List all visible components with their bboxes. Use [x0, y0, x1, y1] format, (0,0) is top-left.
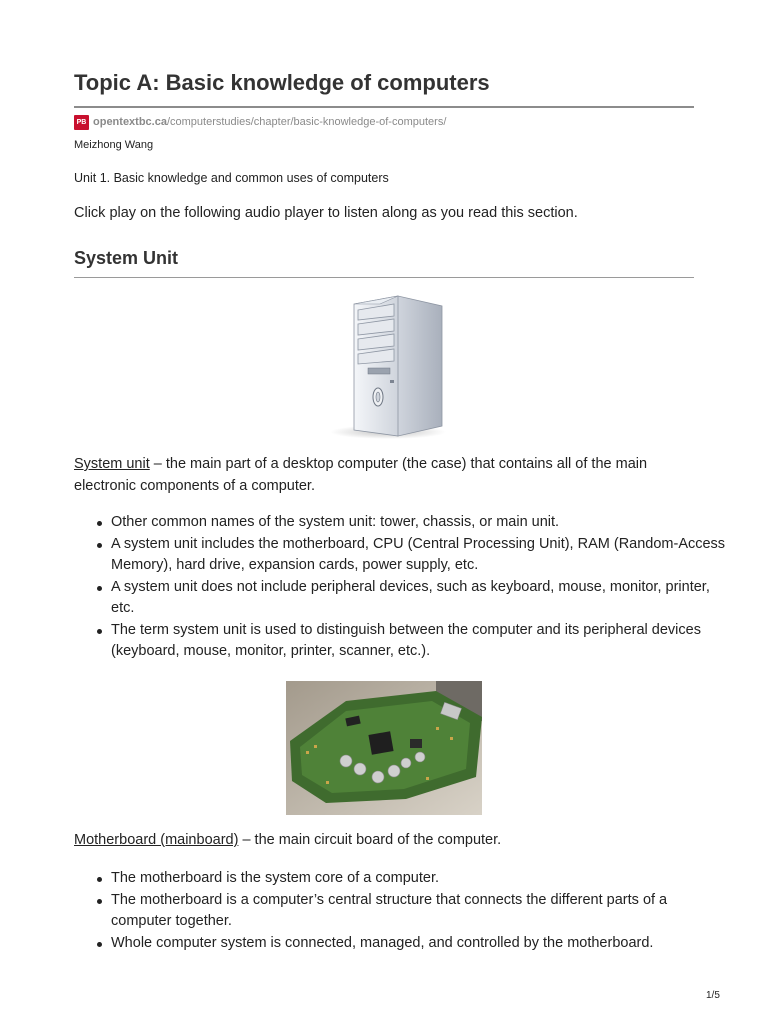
- motherboard-image: [286, 681, 482, 815]
- list-item: Whole computer system is connected, managed, and controlled by the motherboard.: [111, 933, 731, 955]
- motherboard-bullets: [74, 868, 731, 954]
- motherboard-term-link[interactable]: Motherboard (mainboard): [74, 832, 239, 848]
- list-item: A system unit includes the motherboard, CPU (Central Processing Unit), RAM (Random-Access Memory), hard drive, expansion cards, power supply, etc.: [111, 534, 731, 577]
- section-divider: [74, 277, 694, 278]
- page-number: 1/5: [706, 990, 720, 1001]
- system-unit-image: [328, 292, 448, 440]
- motherboard-definition-text: – the main circuit board of the computer.: [238, 832, 502, 848]
- source-path[interactable]: /computerstudies/chapter/basic-knowledge-of-computers/: [166, 116, 447, 128]
- section-heading: System Unit: [74, 248, 179, 268]
- author-name: Meizhong Wang: [74, 139, 154, 151]
- unit-title: Unit 1. Basic knowledge and common uses of computers: [74, 171, 389, 185]
- pressbooks-icon: PB: [74, 115, 89, 130]
- list-item: The motherboard is a computer’s central structure that connects the different parts of a computer together.: [111, 890, 731, 933]
- system-unit-bullets: [74, 512, 731, 663]
- source-link[interactable]: [74, 113, 446, 131]
- audio-instruction: Click play on the following audio player to listen along as you read this section.: [74, 205, 578, 221]
- motherboard-definition: [74, 829, 694, 851]
- page-title: Topic A: Basic knowledge of computers: [74, 70, 490, 95]
- list-item: The motherboard is the system core of a computer.: [111, 868, 731, 890]
- system-unit-definition: [74, 453, 694, 497]
- system-unit-term-link[interactable]: System unit: [74, 456, 150, 472]
- source-domain[interactable]: opentextbc.ca: [93, 116, 167, 128]
- system-unit-definition-text: – the main part of a desktop computer (the case) that contains all of the main electronic components of a computer.: [74, 456, 648, 494]
- list-item: A system unit does not include peripheral devices, such as keyboard, mouse, monitor, printer, etc.: [111, 577, 731, 620]
- list-item: Other common names of the system unit: tower, chassis, or main unit.: [111, 512, 731, 534]
- list-item: The term system unit is used to distinguish between the computer and its peripheral devices (keyboard, mouse, monitor, printer, scanner, etc.).: [111, 620, 731, 663]
- title-divider: [74, 106, 694, 108]
